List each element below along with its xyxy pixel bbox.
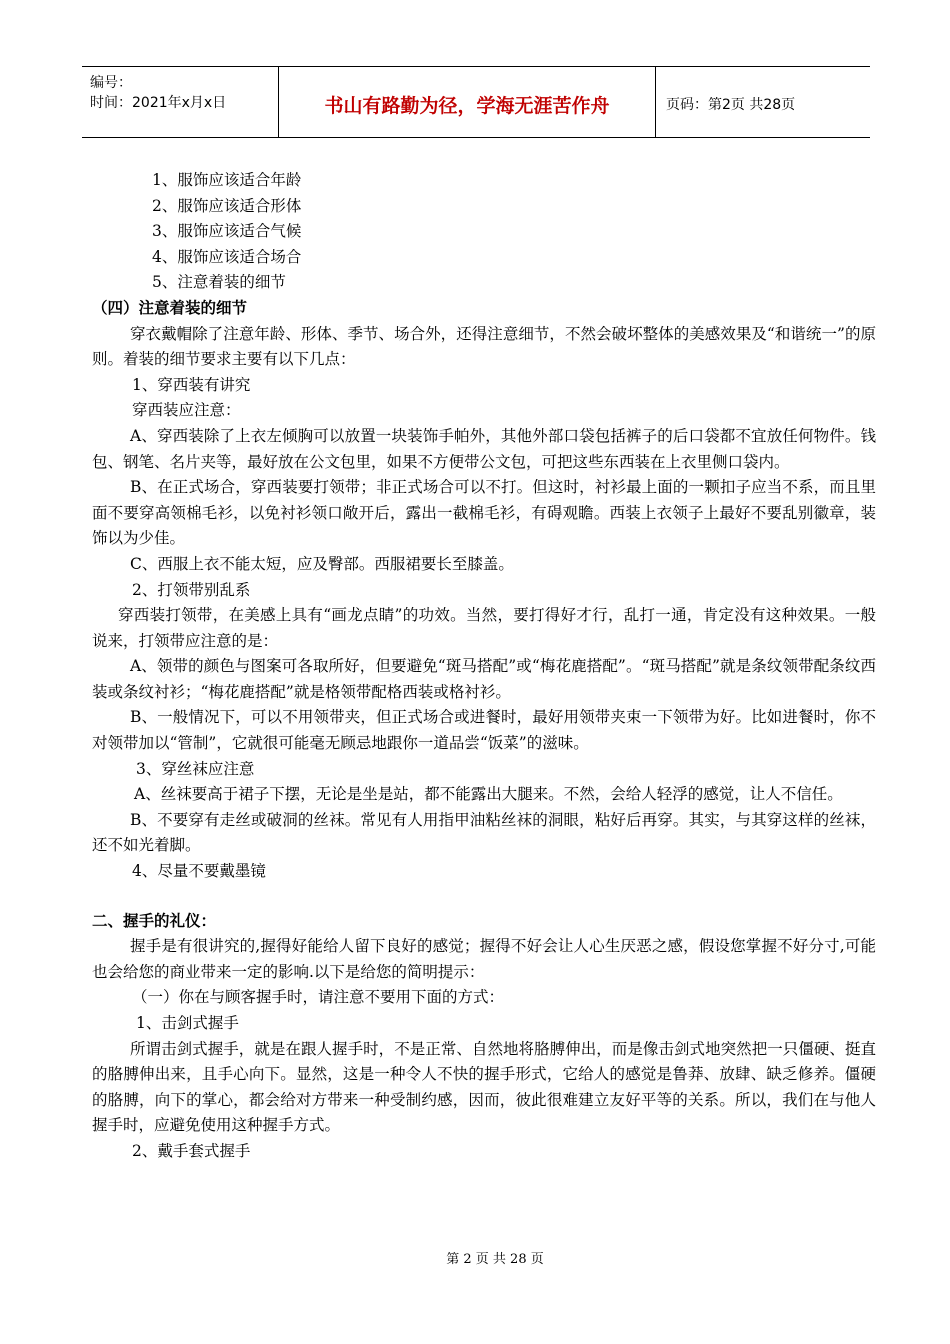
paragraph: B、一般情况下，可以不用领带夹，但正式场合或进餐时，最好用领带夹束一下领带为好。比如进餐时，你不对领带加以“管制”，它就很可能毫无顾忌地跟你一道品尝“饭菜”的滋味。 <box>92 708 876 753</box>
header-meta <box>90 73 226 113</box>
list-item: 1、服饰应该适合年龄 <box>152 171 302 189</box>
subheading: 1、击剑式握手 <box>136 1014 239 1032</box>
paragraph: 穿西装打领带，在美感上具有“画龙点睛”的功效。当然，要打得好才行，乱打一通，肯定没有这种效果。一般说来，打领带应注意的是： <box>92 606 876 650</box>
subheading: 3、穿丝袜应注意 <box>136 759 255 778</box>
document-number-label: 编号： <box>90 75 132 91</box>
paragraph: 所谓击剑式握手，就是在跟人握手时，不是正常、自然地将胳膊伸出，而是像击剑式地突然把一只僵硬、挺直的胳膊伸出来，且手心向下。显然，这是一种令人不快的握手形式，它给人的感觉是鲁莽、放肆、缺乏修养。僵硬的胳膊，向下的掌心，都会给对方带来一种受制约感，因而，彼此很难建立友好平等的关系。所以，我们在与他人握手时，应避免使用这种握手方式。 <box>92 1039 876 1135</box>
paragraph: C、西服上衣不能太短，应及臀部。西服裙要长至膝盖。 <box>130 554 514 573</box>
subheading: 4、尽量不要戴墨镜 <box>132 862 266 881</box>
spacer <box>92 885 876 909</box>
paragraph: 穿衣戴帽除了注意年龄、形体、季节、场合外，还得注意细节，不然会破坏整体的美感效果及“和谐统一”的原则。着装的细节要求主要有以下几点： <box>92 324 876 369</box>
paragraph: A、穿西装除了上衣左倾胸可以放置一块装饰手帕外，其他外部口袋包括裤子的后口袋都不宜放任何物件。钱包、钢笔、名片夹等，最好放在公文包里，如果不方便带公文包，可把这些东西装在上衣里侧口袋内。 <box>92 426 876 471</box>
paragraph: 握手是有很讲究的,握得好能给人留下良好的感觉；握得不好会让人心生厌恶之感，假设您掌握不好分寸,可能也会给您的商业带来一定的影响.以下是给您的简明提示： <box>92 937 876 981</box>
list-item: 5、注意着装的细节 <box>152 273 286 292</box>
section-heading: （四）注意着装的细节 <box>92 298 248 317</box>
list-item: 4、服饰应该适合场合 <box>152 247 302 266</box>
header-divider <box>655 67 656 137</box>
subheading: 1、穿西装有讲究 <box>132 375 251 394</box>
paragraph: B、不要穿有走丝或破洞的丝袜。常见有人用指甲油粘丝袜的洞眼，粘好后再穿。其实，与其穿这样的丝袜，还不如光着脚。 <box>92 810 876 855</box>
paragraph: 穿西装应注意： <box>132 401 241 420</box>
subheading: 2、打领带别乱系 <box>132 580 251 599</box>
subheading: 2、戴手套式握手 <box>132 1141 251 1160</box>
page-footer: 第 2 页 共 28 页 <box>446 1252 544 1267</box>
paragraph: A、领带的颜色与图案可各取所好，但要避免“斑马搭配”或“梅花鹿搭配”。“斑马搭配”就是条纹领带配条纹西装或条纹衬衫；“梅花鹿搭配”就是格领带配格西装或格衬衫。 <box>92 657 876 701</box>
section-heading: 二、握手的礼仪： <box>92 911 217 930</box>
page-header <box>82 66 870 138</box>
header-motto: 书山有路勤为径，学海无涯苦作舟 <box>324 95 610 117</box>
header-divider <box>278 67 279 137</box>
document-date-label: 时间：2021年x月x日 <box>90 95 227 111</box>
list-item: 3、服饰应该适合气候 <box>152 222 302 241</box>
paragraph: B、在正式场合，穿西装要打领带；非正式场合可以不打。但这时，衬衫最上面的一颗扣子应当不系，而且里面不要穿高领棉毛衫，以免衬衫领口敞开后，露出一截棉毛衫，有碍观瞻。西装上衣领子上最好不要乱别徽章，装饰以为少佳。 <box>92 478 876 548</box>
document-body <box>92 168 876 1165</box>
subheading: （一）你在与顾客握手时，请注意不要用下面的方式： <box>132 988 505 1007</box>
header-page-number: 页码：第2页 共28页 <box>666 97 796 113</box>
list-item: 2、服饰应该适合形体 <box>152 196 302 215</box>
paragraph: A、丝袜要高于裙子下摆，无论是坐是站，都不能露出大腿来。不然，会给人轻浮的感觉，让人不信任。 <box>134 785 843 804</box>
